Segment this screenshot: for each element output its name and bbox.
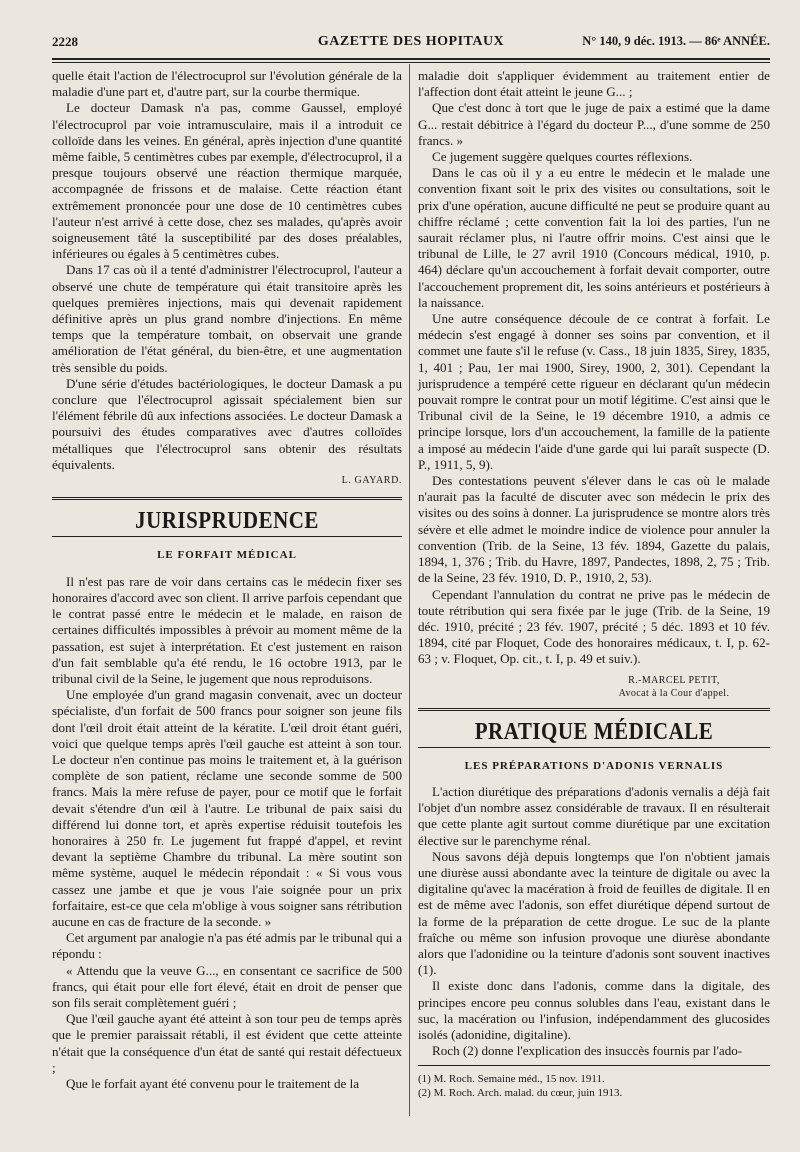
- footnote: (1) M. Roch. Semaine méd., 15 nov. 1911.: [418, 1073, 605, 1086]
- paragraph: Dans 17 cas où il a tenté d'administrer l'électrocuprol, l'auteur a observé une chute de température qui était transitoire après les quelques premières injections, mais qui devenait rapidement définitive après un plus grand nombre d'injections. En même temps que la température tombait, on observait une grande amélioration de l'état général, du bien-être, et une augmentation très sensible du poids.: [52, 262, 402, 375]
- paragraph: Roch (2) donne l'explication des insuccès fournis par l'ado-: [432, 1043, 743, 1059]
- paragraph: Nous savons déjà depuis longtemps que l'on n'obtient jamais une diurèse aussi abondante avec la teinture de digitale ou avec la digitaline qu'avec la macération à froid de feuilles de digitale. Il en est de même avec l'adonis, son effet diurétique dépend surtout de la forme de la préparation de cette drogue. Le suc de la plante fraîche ou même son infusion provoque une diurèse abondante alors que l'adonidine ou la teinture d'adonis sont souvent inactives (1).: [418, 848, 770, 978]
- journal-title: GAZETTE DES HOPITAUX: [317, 34, 505, 49]
- paragraph: Le docteur Damask n'a pas, comme Gaussel, employé l'électrocuprol par voie intramusculaire, mais il a introduit ce colloïde dans les veines. En général, après injection d'une quantité même faible, 5 centimètres cubes par exemple, d'électrocuprol, il a presque toujours observé une réaction thermique marquée, accompagnée de frissons et de malaise. Cette réaction étant extrêmement prononcée pour une dose de 10 centimètres cubes l'auteur n'est arrivé à cette dose, chez ses malades, qu'après avoir soigneusement tâté la susceptibilité par des doses préalables, inférieures ou égales à 5 centimètres cubes.: [52, 100, 402, 262]
- page-header: [52, 34, 770, 54]
- paragraph: D'une série d'études bactériologiques, le docteur Damask a pu conclure que l'électrocuprol agissait spécialement bien sur l'élément fébrile dû aux infections associées. Le docteur Damask a poursuivi des études comparatives avec d'autres colloïdes métalliques que l'électrocuprol sans obtenir des résultats équivalents.: [52, 375, 402, 472]
- paragraph: Une autre conséquence découle de ce contrat à forfait. Le médecin s'est engagé à donner ses soins par convention, et il commet une faute s'il le refuse (v. Cass., 18 juin 1835, Sirey, 1835, 1, 401 ; Pau, 1er mai 1900, Sirey, 1900, 2, 301). Cependant la jurisprudence a tempéré cette rigueur en déclarant qu'un médecin pouvait rompre le contrat pour un motif légitime. C'est ainsi que le Tribunal civil de la Seine, le 19 décembre 1910, a admis ce principe lorsque, lors d'un accouchement, la famille de la patiente a imposé au médecin l'aide d'une garde qui lui paraît suspecte (D. P., 1911, 5, 9).: [418, 311, 770, 472]
- author-name: R.-MARCEL PETIT,: [628, 674, 720, 686]
- header-rule: [52, 58, 770, 60]
- section-divider: [418, 747, 770, 748]
- paragraph: quelle était l'action de l'électrocuprol sur l'évolution générale de la maladie d'une part et, d'autre part, sur la courbe thermique.: [52, 68, 402, 100]
- section-divider: [418, 708, 770, 711]
- paragraph: maladie doit s'appliquer évidemment au traitement entier de l'affection dont était atteint le jeune G... ;: [418, 68, 770, 100]
- paragraph: Il existe donc dans l'adonis, comme dans la digitale, des principes encore peu connus solubles dans l'eau, existant dans le suc, la macération ou l'infusion, indépendamment des glucosides isolés (adonidine, digitaline).: [418, 978, 770, 1042]
- issue-info: N° 140, 9 déc. 1913. — 86ᵉ ANNÉE.: [582, 34, 770, 48]
- paragraph: « Attendu que la veuve G..., en consentant ce sacrifice de 500 francs, qui était pour elle fort élevé, était en droit de penser que son fils serait complètement guéri ;: [52, 962, 402, 1010]
- right-column: [418, 68, 770, 1100]
- section-divider: [52, 536, 402, 537]
- footnote-rule: [418, 1065, 770, 1066]
- column-separator: [409, 64, 410, 1116]
- paragraph: Que c'est donc à tort que le juge de paix a estimé que la dame G... restait débitrice à l'égard du docteur P..., d'une somme de 250 francs. »: [418, 100, 770, 148]
- footnote: (2) M. Roch. Arch. malad. du cœur, juin 1913.: [418, 1087, 623, 1100]
- paragraph: Des contestations peuvent s'élever dans le cas où le malade n'aurait pas la faculté de discuter avec son médecin le prix des visites ou des soins à donner. La jurisprudence se montre alors très sévère et elle admet le moindre indice de violence pour annuler la convention (Trib. de la Seine, 13 fév. 1894, Gazette du palais, 1894, 1, 376 ; Trib. du Havre, 1897, Pandectes, 1898, 2, 75 ; Trib. de la Seine, 23 fév. 1910, D. P., 1910, 2, 53).: [418, 473, 770, 586]
- author-signature: L. GAYARD.: [341, 475, 402, 487]
- section-divider: [52, 497, 402, 500]
- paragraph: Que l'œil gauche ayant été atteint à son tour peu de temps après que le premier paraissait rétabli, il est évident que cette atteinte n'était que la conséquence d'un état de santé qui restait défectueux ;: [52, 1011, 402, 1075]
- section-title: PRATIQUE MÉDICALE: [474, 716, 714, 745]
- section-title: JURISPRUDENCE: [135, 506, 319, 535]
- paragraph: L'action diurétique des préparations d'adonis vernalis a déjà fait l'objet d'un nombre assez considérable de travaux. Il en résulterait que cette plante agit surtout comme diurétique par une excitation élective sur le parenchyme rénal.: [418, 783, 770, 848]
- paragraph: Que le forfait ayant été convenu pour le traitement de la: [66, 1075, 360, 1091]
- paragraph: Dans le cas où il y a eu entre le médecin et le malade une convention fixant soit le prix des visites ou consultations, soit le prix d'une opération, aucune difficulté ne peut se produire quant au chiffre réclamé ; cette convention fait la loi des parties, l'un ne saurait réclamer plus, ni l'autre offrir moins. C'est ainsi que le tribunal de Lille, le 27 avril 1910 (Concours médical, 1910, p. 464) déclare qu'un accouchement à forfait devait comporter, outre l'accouchement proprement dit, les soins antérieurs et postérieurs à la naissance.: [418, 165, 770, 310]
- paragraph: Ce jugement suggère quelques courtes réflexions.: [432, 149, 693, 165]
- author-title: Avocat à la Cour d'appel.: [618, 687, 730, 699]
- page-number: 2228: [52, 34, 78, 49]
- article-heading: LE FORFAIT MÉDICAL: [157, 549, 297, 562]
- article-heading: LES PRÉPARATIONS D'ADONIS VERNALIS: [464, 759, 724, 772]
- header-rule-thin: [52, 62, 770, 63]
- paragraph: Il n'est pas rare de voir dans certains cas le médecin fixer ses honoraires d'accord avec son client. Il arrive parfois cependant que le contrat passé entre le médecin et le malade, en raison de certaines difficultés impossibles à prévoir au moment même de la passation, est sujet à interprétation. Et c'est justement en raison d'un fait semblable qu'a été rendu, le 16 octobre 1913, par le tribunal civil de la Seine, le jugement que nous reproduisons.: [52, 573, 402, 686]
- paragraph: Cet argument par analogie n'a pas été admis par le tribunal qui a répondu :: [52, 930, 402, 962]
- left-column: [52, 68, 402, 1092]
- paragraph: Une employée d'un grand magasin convenait, avec un docteur spécialiste, d'un forfait de 500 francs pour soigner son jeune fils dont l'œil droit était atteint de la kératite. L'œil droit étant guéri, voici que quelque temps après l'œil gauche est atteint à son tour. Le docteur n'en continue pas moins le traitement et, à la guérison complète de son patient, réclame une seconde somme de 500 francs. Mais la mère refuse de payer, pour ce motif que le forfait devait s'étendre d'un œil à l'autre. Le tribunal de paix saisi du différend lui donne tort, et après expertise réduisit toutefois les honoraires à 250 fr. Le jugement fut frappé d'appel, et revint devant la septième Chambre du tribunal. La mère soutint son même système, auquel le médecin répondait : « Si vous vous cassez une jambe et que je vous l'aie soignée pour un prix forfaitaire, est-ce que cela m'oblige à vous soigner sans rétribution aucune en cas de fracture de la seconde. »: [52, 687, 402, 929]
- paragraph: Cependant l'annulation du contrat ne prive pas le médecin de toute rétribution qui sera fixée par le juge (Trib. de la Seine, 19 déc. 1910, précité ; 23 fév. 1907, précité ; 5 déc. 1893 et 10 fév. 1894, cité par Floquet, Code des honoraires médicaux, t. I, p. 62-63 ; v. Floquet, Op. cit., t. I, p. 49 et suiv.).: [418, 586, 770, 667]
